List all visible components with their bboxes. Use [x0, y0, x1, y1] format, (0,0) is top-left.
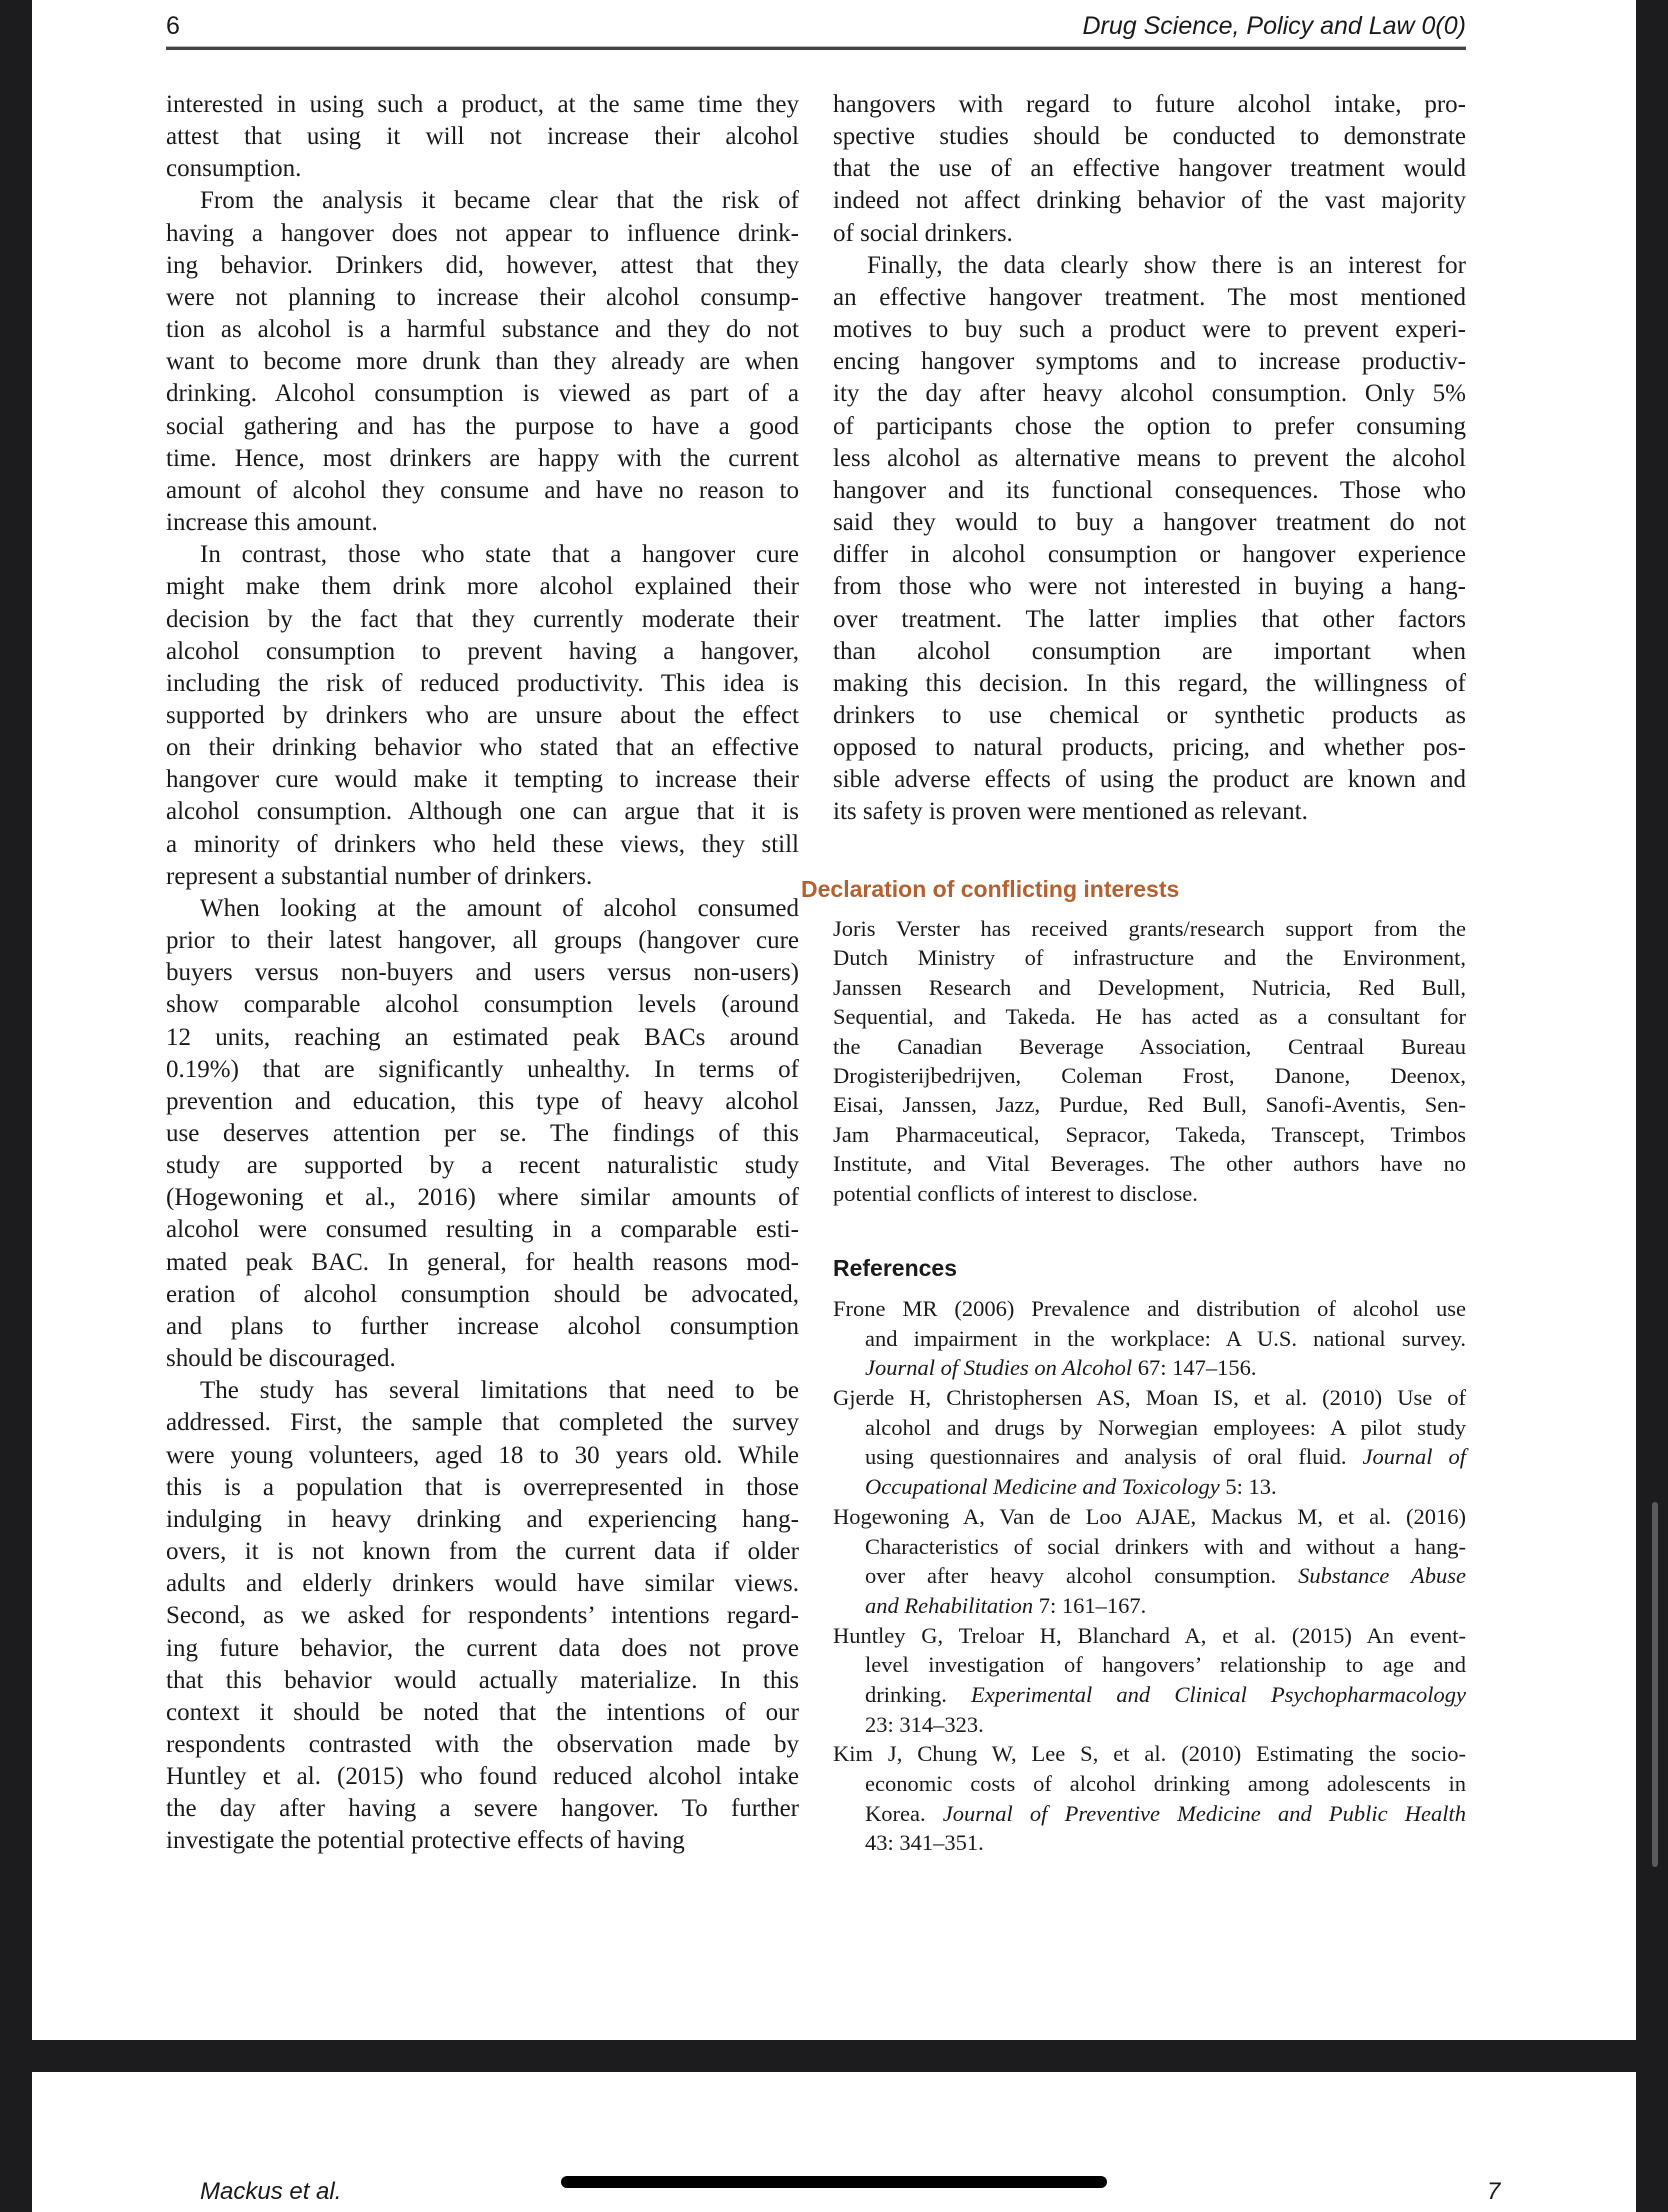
text-line: interested in using such a product, at the same time they: [166, 91, 799, 118]
text-line: should be discouraged.: [166, 1345, 396, 1373]
text-line: that this behavior would actually materialize. In this: [166, 1666, 799, 1694]
text-line: from those who were not interested in buying a hang-: [833, 573, 1466, 601]
text-line: From the analysis it became clear that the risk of: [200, 187, 799, 215]
reference-line: [833, 1710, 1466, 1740]
text-line: eration of alcohol consumption should be advocated,: [166, 1280, 799, 1308]
text-line: Jam Pharmaceutical, Sepracor, Takeda, Transcept, Trimbos: [833, 1121, 1466, 1147]
text-line: indulging in heavy drinking and experiencing hang-: [166, 1505, 799, 1533]
text-line: drinkers to use chemical or synthetic products as: [833, 701, 1466, 729]
text-line: hangovers with regard to future alcohol intake, pro-: [833, 91, 1466, 118]
text-line: on their drinking behavior who stated that an effective: [166, 734, 799, 762]
text-line: sible adverse effects of using the product are known and: [833, 766, 1466, 794]
reference-line: [833, 1621, 1466, 1651]
text-line: alcohol were consumed resulting in a comparable esti-: [166, 1216, 799, 1244]
text-line: mated peak BAC. In general, for health reasons mod-: [166, 1248, 799, 1276]
text-line: were not planning to increase their alcohol consump-: [166, 283, 799, 311]
text-line: Joris Verster has received grants/research support from the: [833, 916, 1466, 941]
text-line: buyers versus non-buyers and users versus non-users): [166, 959, 799, 987]
reference-text: Gjerde H, Christophersen AS, Moan IS, et al. (2010) Use of: [833, 1385, 1466, 1411]
text-line: consumption.: [166, 155, 302, 183]
text-line: adults and elderly drinkers would have similar views.: [166, 1570, 799, 1598]
reference-text: Kim J, Chung W, Lee S, et al. (2010) Estimating the socio-: [833, 1741, 1466, 1767]
text-line: Eisai, Janssen, Jazz, Purdue, Red Bull, Sanofi-Aventis, Sen-: [833, 1092, 1466, 1118]
text-line: Institute, and Vital Beverages. The other authors have no: [833, 1151, 1466, 1177]
text-line: drinking. Alcohol consumption is viewed as part of a: [166, 380, 799, 408]
text-line: of participants chose the option to prefer consuming: [833, 412, 1466, 440]
right-column-text: [833, 89, 1466, 829]
text-line: represent a substantial number of drinkers.: [166, 862, 593, 890]
text-line: addressed. First, the sample that completed the survey: [166, 1409, 799, 1437]
reference-line: [833, 1413, 1466, 1443]
reference-line: [833, 1383, 1466, 1413]
text-line: show comparable alcohol consumption levels (around: [166, 991, 799, 1019]
reference-text: 5: 13.: [1219, 1474, 1277, 1500]
text-line: of social drinkers.: [833, 219, 1013, 247]
page-number: 7: [1487, 2178, 1501, 2205]
reference-text: alcohol and drugs by Norwegian employees: A pilot study: [865, 1414, 1466, 1440]
text-line: ity the day after heavy alcohol consumption. Only 5%: [833, 380, 1466, 408]
reference-text: level investigation of hangovers’ relationship to age and: [865, 1652, 1466, 1678]
text-line: investigate the potential protective effects of having: [166, 1827, 685, 1855]
reference-text: and impairment in the workplace: A U.S. national survey.: [865, 1325, 1466, 1351]
text-line: hangover and its functional consequences. Those who: [833, 476, 1466, 504]
text-line: time. Hence, most drinkers are happy with the current: [166, 444, 799, 472]
text-line: motives to buy such a product were to prevent experi-: [833, 316, 1466, 344]
references-list: [833, 1294, 1466, 1858]
header-rule: [166, 46, 1466, 50]
text-line: ing future behavior, the current data does not prove: [166, 1634, 799, 1662]
reference-text: Characteristics of social drinkers with and without a hang-: [865, 1533, 1466, 1559]
reference-text: economic costs of alcohol drinking among adolescents in: [865, 1771, 1466, 1796]
reference-line: [833, 1769, 1466, 1799]
text-line: alcohol consumption. Although one can argue that it is: [166, 798, 799, 826]
text-line: tion as alcohol is a harmful substance and they do not: [166, 316, 799, 344]
journal-title: Drug Science, Policy and Law 0(0): [1082, 12, 1466, 40]
reference-text: 43: 341–351.: [865, 1830, 984, 1856]
reference-line: [833, 1680, 1466, 1710]
text-line: making this decision. In this regard, the willingness of: [833, 669, 1466, 697]
text-line: indeed not affect drinking behavior of the vast majority: [833, 187, 1466, 215]
reference-journal: Occupational Medicine and Toxicology: [865, 1474, 1220, 1500]
text-line: over treatment. The latter implies that other factors: [833, 605, 1466, 633]
declaration-text: [833, 914, 1466, 1208]
reference-line: [833, 1442, 1466, 1472]
text-line: In contrast, those who state that a hangover cure: [200, 541, 799, 569]
text-line: having a hangover does not appear to influence drink-: [166, 219, 799, 247]
reference-text: Korea.: [865, 1800, 943, 1826]
text-line: the day after having a severe hangover. To further: [166, 1795, 799, 1823]
reference-text: Frone MR (2006) Prevalence and distribution of alcohol use: [833, 1296, 1466, 1321]
text-line: prior to their latest hangover, all groups (hangover cure: [166, 927, 799, 955]
reference-line: [833, 1502, 1466, 1532]
text-line: want to become more drunk than they already are when: [166, 348, 799, 376]
text-line: supported by drinkers who are unsure about the effect: [166, 701, 799, 729]
reference-line: [833, 1799, 1466, 1829]
text-line: 0.19%) that are significantly unhealthy. In terms of: [166, 1055, 799, 1083]
text-line: that the use of an effective hangover treatment would: [833, 155, 1466, 183]
reference-line: [833, 1472, 1466, 1502]
text-line: overs, it is not known from the current data if older: [166, 1538, 799, 1566]
text-line: and plans to further increase alcohol consumption: [166, 1312, 799, 1340]
reference-line: [833, 1294, 1466, 1324]
reference-line: [833, 1532, 1466, 1562]
reference-journal: Substance Abuse: [1298, 1563, 1466, 1589]
text-line: attest that using it will not increase their alcohol: [166, 123, 799, 151]
reference-journal: Experimental and Clinical Psychopharmacology: [971, 1681, 1466, 1707]
text-line: differ in alcohol consumption or hangover experience: [833, 541, 1466, 569]
text-line: (Hogewoning et al., 2016) where similar amounts of: [166, 1184, 799, 1212]
text-line: its safety is proven were mentioned as relevant.: [833, 798, 1308, 826]
text-line: less alcohol as alternative means to prevent the alcohol: [833, 444, 1466, 472]
text-line: Second, as we asked for respondents’ intentions regard-: [166, 1602, 799, 1630]
reference-line: [833, 1739, 1466, 1769]
text-line: opposed to natural products, pricing, and whether pos-: [833, 734, 1466, 762]
reference-journal: Journal of Studies on Alcohol: [865, 1355, 1133, 1381]
text-line: than alcohol consumption are important when: [833, 637, 1466, 665]
text-line: a minority of drinkers who held these views, they still: [166, 830, 799, 858]
declaration-heading: Declaration of conflicting interests: [801, 876, 1180, 902]
pdf-page-7: [32, 2072, 1636, 2212]
text-line: Drogisterijbedrijven, Coleman Frost, Danone, Deenox,: [833, 1062, 1466, 1088]
text-line: increase this amount.: [166, 509, 378, 537]
running-head-author: Mackus et al.: [200, 2178, 342, 2205]
reference-line: [833, 1591, 1466, 1621]
text-line: study are supported by a recent naturalistic study: [166, 1152, 799, 1180]
reference-journal: Journal of: [1362, 1444, 1467, 1470]
text-line: Huntley et al. (2015) who found reduced alcohol intake: [166, 1763, 799, 1791]
reference-text: Hogewoning A, Van de Loo AJAE, Mackus M, et al. (2016): [833, 1503, 1466, 1529]
references-heading: References: [833, 1255, 958, 1281]
text-line: said they would to buy a hangover treatment do not: [833, 509, 1466, 537]
page-number: 6: [166, 12, 180, 40]
text-line: Sequential, and Takeda. He has acted as a consultant for: [833, 1004, 1466, 1030]
reference-line: [833, 1828, 1466, 1858]
text-line: Finally, the data clearly show there is an interest for: [867, 251, 1466, 279]
text-line: might make them drink more alcohol explained their: [166, 573, 799, 601]
text-line: social gathering and has the purpose to have a good: [166, 412, 799, 440]
text-line: including the risk of reduced productivity. This idea is: [166, 669, 799, 697]
text-line: prevention and education, this type of heavy alcohol: [166, 1087, 799, 1115]
text-line: ing behavior. Drinkers did, however, attest that they: [166, 251, 799, 279]
text-line: this is a population that is overrepresented in those: [166, 1473, 799, 1501]
text-line: 12 units, reaching an estimated peak BACs around: [166, 1023, 799, 1051]
text-line: were young volunteers, aged 18 to 30 years old. While: [166, 1441, 799, 1469]
text-line: an effective hangover treatment. The most mentioned: [833, 283, 1466, 311]
reference-text: 67: 147–156.: [1132, 1355, 1257, 1381]
reference-journal: and Rehabilitation: [865, 1592, 1034, 1618]
reference-line: [833, 1650, 1466, 1680]
text-line: The study has several limitations that need to be: [200, 1377, 799, 1405]
text-line: use deserves attention per se. The findings of this: [166, 1120, 799, 1147]
reference-text: using questionnaires and analysis of oral fluid.: [865, 1444, 1363, 1470]
reference-line: [833, 1324, 1466, 1354]
text-line: context it should be noted that the intentions of our: [166, 1698, 799, 1726]
text-line: alcohol consumption to prevent having a hangover,: [166, 637, 799, 665]
reference-text: 23: 314–323.: [865, 1711, 984, 1737]
text-line: potential conflicts of interest to disclose.: [833, 1180, 1198, 1206]
text-line: encing hangover symptoms and to increase productiv-: [833, 348, 1466, 376]
text-line: the Canadian Beverage Association, Centraal Bureau: [833, 1033, 1466, 1059]
reference-line: [833, 1561, 1466, 1591]
scrollbar[interactable]: [1652, 1502, 1658, 1867]
left-column-text: [166, 89, 799, 1858]
text-line: spective studies should be conducted to demonstrate: [833, 123, 1466, 151]
text-line: When looking at the amount of alcohol consumed: [200, 894, 799, 922]
reference-journal: Journal of Preventive Medicine and Public Health: [942, 1800, 1467, 1826]
text-line: decision by the fact that they currently moderate their: [166, 605, 799, 633]
reference-text: over after heavy alcohol consumption.: [865, 1563, 1299, 1589]
reference-text: Huntley G, Treloar H, Blanchard A, et al. (2015) An event-: [833, 1622, 1466, 1648]
text-line: Janssen Research and Development, Nutricia, Red Bull,: [833, 974, 1466, 1000]
text-line: amount of alcohol they consume and have no reason to: [166, 476, 799, 504]
text-line: respondents contrasted with the observation made by: [166, 1730, 799, 1758]
text-line: Dutch Ministry of infrastructure and the Environment,: [833, 945, 1466, 971]
reference-text: 7: 161–167.: [1033, 1592, 1147, 1618]
home-indicator[interactable]: [561, 2176, 1107, 2188]
reference-line: [833, 1353, 1466, 1383]
reference-text: drinking.: [865, 1681, 972, 1707]
text-line: hangover cure would make it tempting to increase their: [166, 766, 799, 794]
